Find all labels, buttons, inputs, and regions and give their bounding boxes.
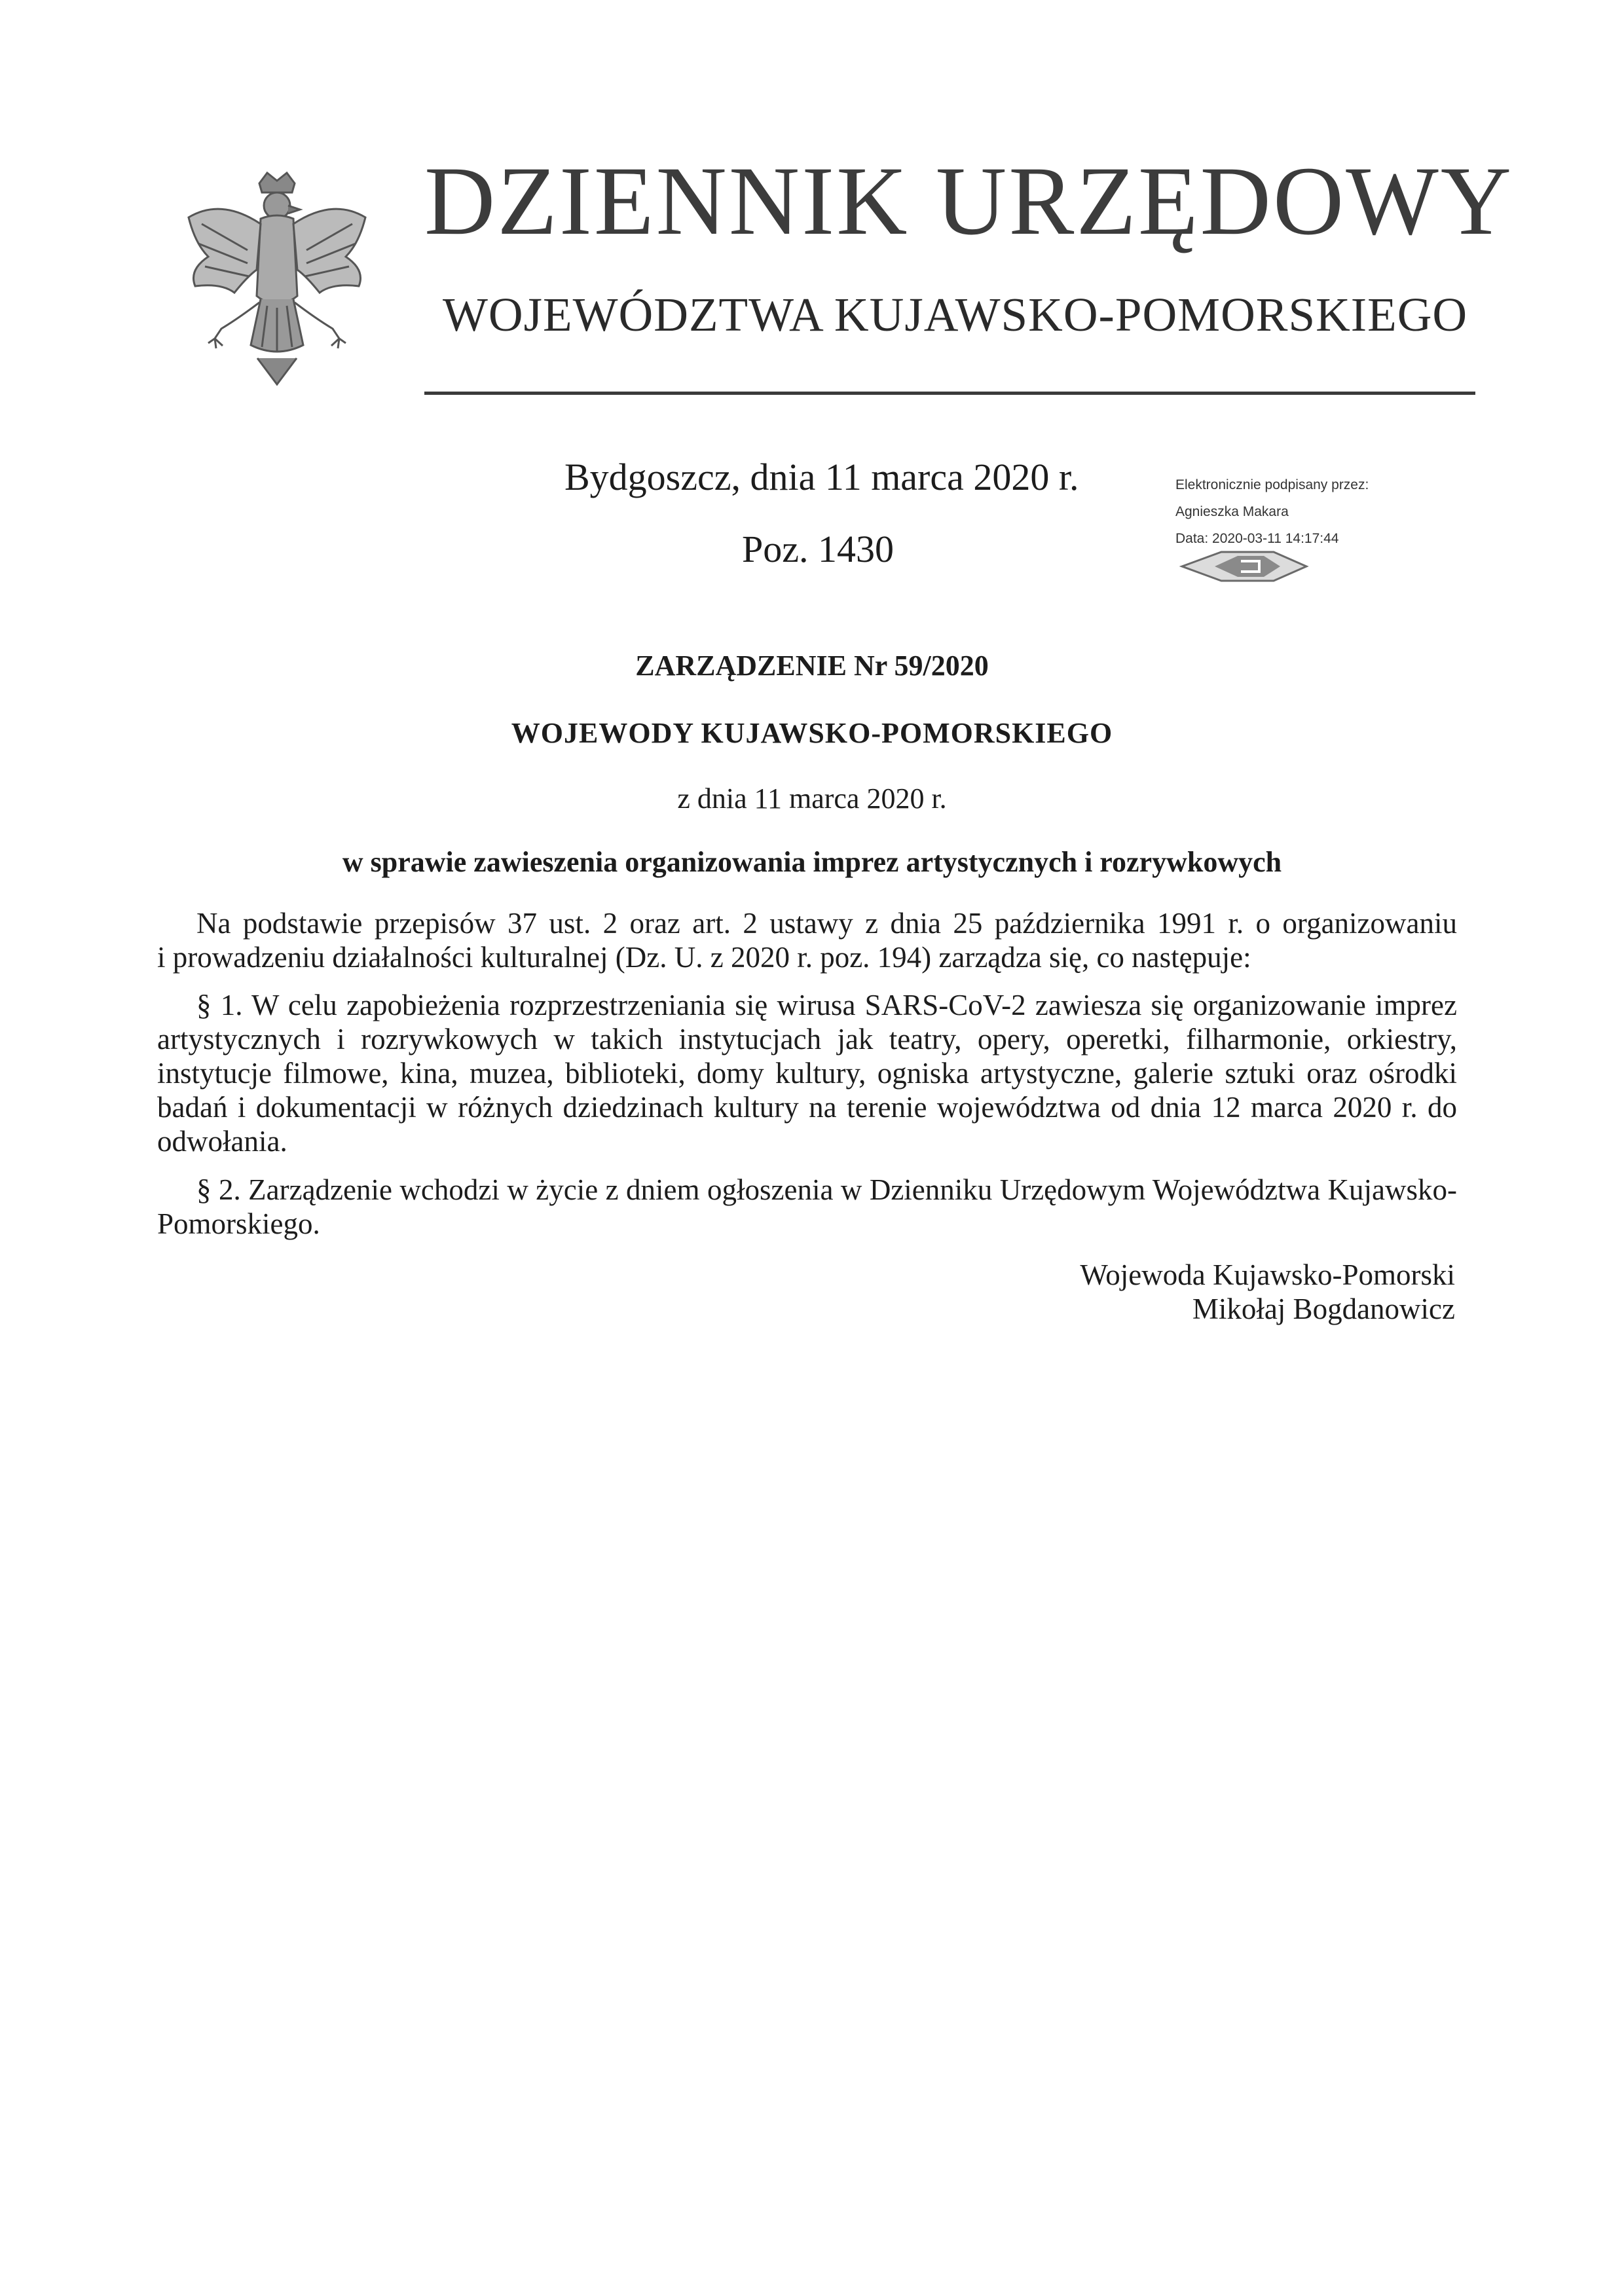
section-1-line: badań i dokumentacji w różnych dziedzinach kultury na terenie województwa od dnia 12 marca 2020 r. do bbox=[157, 1091, 1457, 1124]
masthead-subtitle: WOJEWÓDZTWA KUJAWSKO-POMORSKIEGO bbox=[443, 288, 1468, 341]
order-date: z dnia 11 marca 2020 r. bbox=[677, 782, 947, 815]
section-1-line: odwołania. bbox=[157, 1125, 287, 1158]
section-1-line: § 1. W celu zapobieżenia rozprzestrzeniania się wirusa SARS-CoV-2 zawiesza się organizowanie imprez bbox=[196, 989, 1457, 1021]
signatory-title: Wojewoda Kujawsko-Pomorski bbox=[1080, 1258, 1455, 1291]
signature-stamp-line: Elektronicznie podpisany przez: bbox=[1175, 477, 1369, 492]
order-subject: w sprawie zawieszenia organizowania imprez artystycznych i rozrywkowych bbox=[342, 846, 1282, 878]
signature-stamp-date: Data: 2020-03-11 14:17:44 bbox=[1175, 531, 1339, 546]
masthead-title: DZIENNIK URZĘDOWY bbox=[424, 147, 1514, 255]
order-number: ZARZĄDZENIE Nr 59/2020 bbox=[635, 650, 989, 682]
section-1-line: artystycznych i rozrywkowych w takich instytucjach jak teatry, opery, operetki, filharmonie, orkiestry, bbox=[157, 1023, 1457, 1056]
preamble-line: Na podstawie przepisów 37 ust. 2 oraz art. 2 ustawy z dnia 25 października 1991 r. o organizowaniu bbox=[196, 907, 1457, 940]
signature-verification-icon bbox=[1175, 547, 1313, 586]
section-2-line: Pomorskiego. bbox=[157, 1207, 320, 1240]
eagle-emblem-icon bbox=[175, 172, 378, 388]
order-issuer: WOJEWODY KUJAWSKO-POMORSKIEGO bbox=[511, 717, 1113, 749]
masthead-divider bbox=[424, 392, 1475, 395]
section-1-line: instytucje filmowe, kina, muzea, biblioteki, domy kultury, ogniska artystyczne, galerie sztuki oraz ośrodki bbox=[157, 1057, 1457, 1090]
section-2-line: § 2. Zarządzenie wchodzi w życie z dniem ogłoszenia w Dzienniku Urzędowym Województwa Kujawsko- bbox=[196, 1173, 1457, 1206]
electronic-signature-stamp bbox=[1175, 471, 1369, 552]
signature-stamp-signer: Agnieszka Makara bbox=[1175, 504, 1289, 519]
position-number: Poz. 1430 bbox=[742, 528, 894, 570]
signatory-name: Mikołaj Bogdanowicz bbox=[1192, 1293, 1455, 1325]
place-and-date: Bydgoszcz, dnia 11 marca 2020 r. bbox=[564, 456, 1079, 498]
preamble-line: i prowadzeniu działalności kulturalnej (Dz. U. z 2020 r. poz. 194) zarządza się, co następuje: bbox=[157, 941, 1251, 974]
